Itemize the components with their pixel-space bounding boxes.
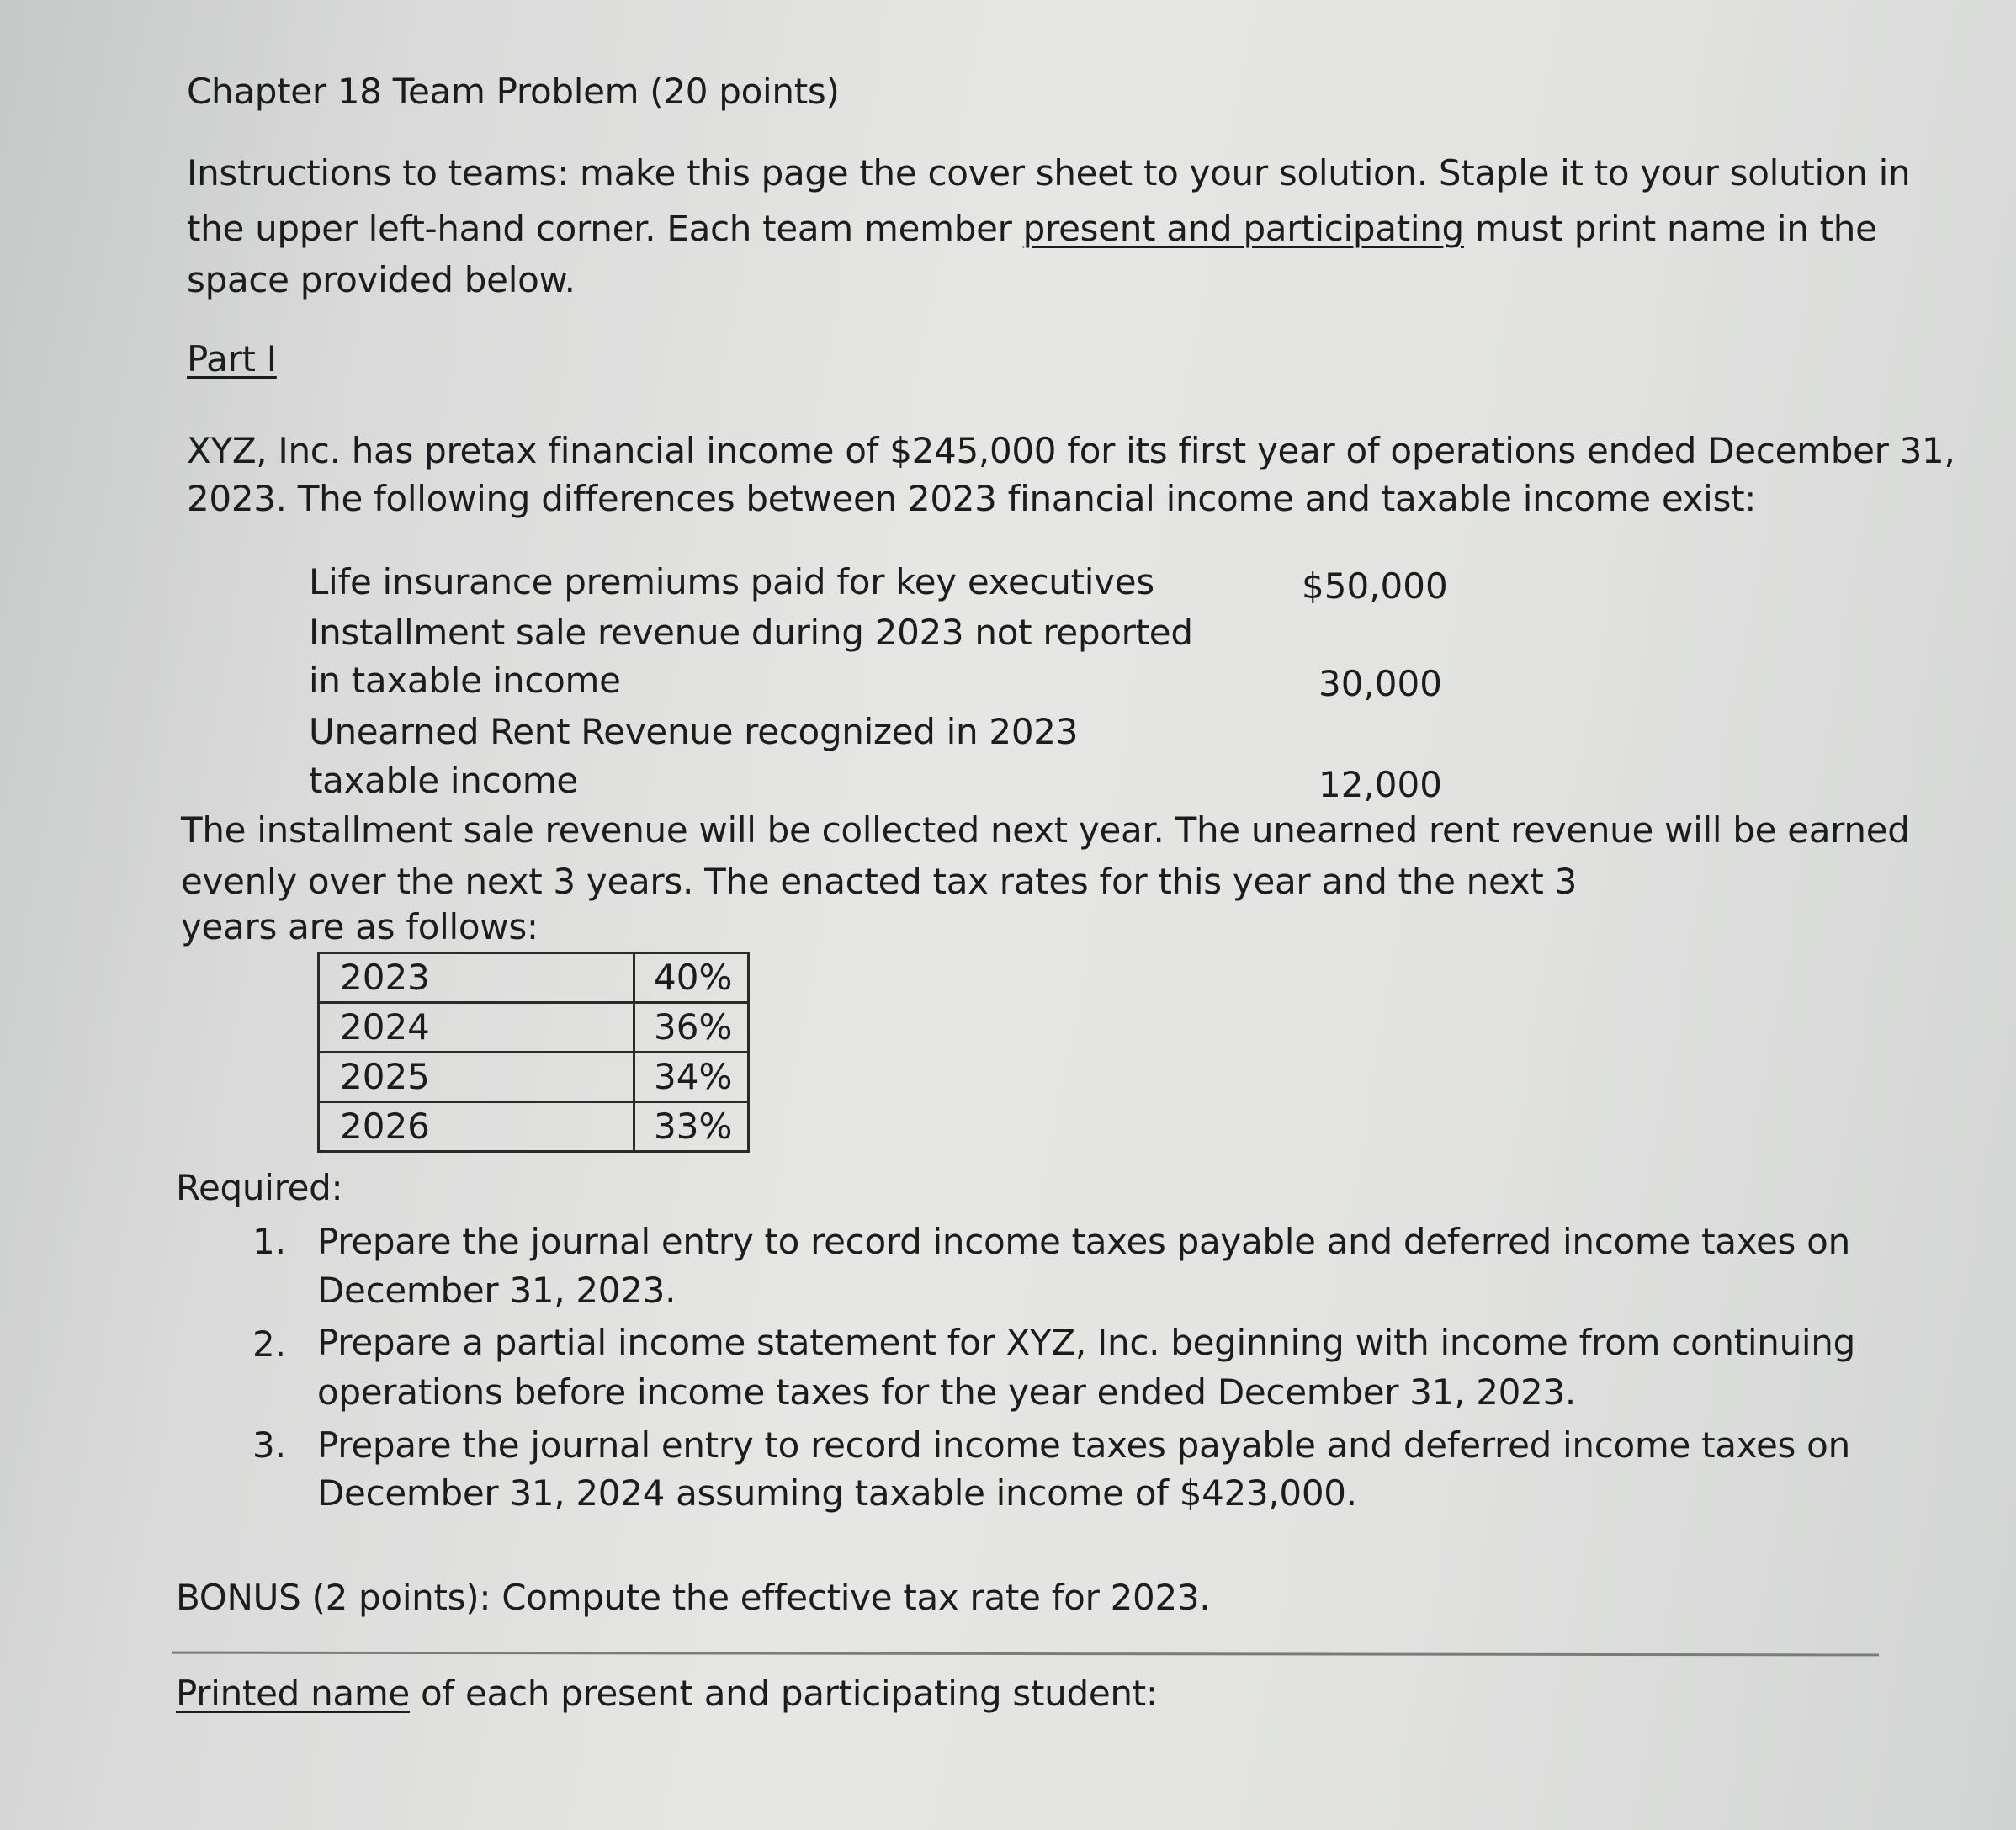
year-cell: 2023 — [319, 953, 634, 1003]
instructions-line-3: space provided below. — [187, 259, 576, 300]
required-item-2-line-2: operations before income taxes for the year ended December 31, 2023. — [317, 1371, 1576, 1413]
year-cell: 2024 — [319, 1003, 634, 1053]
difference-3-amount: 12,000 — [1318, 764, 1442, 805]
explanation-line-1: The installment sale revenue will be collected next year. The unearned rent revenue will be earned — [181, 809, 1910, 851]
instructions-line-2: the upper left-hand corner. Each team member present and participating must print name in the — [187, 208, 1877, 249]
year-cell: 2025 — [319, 1053, 634, 1102]
required-item-1-line-2: December 31, 2023. — [317, 1270, 676, 1311]
required-item-3-number: 3. — [252, 1424, 287, 1466]
intro-line-1: XYZ, Inc. has pretax financial income of $245,000 for its first year of operations ended December 31, — [187, 430, 1955, 471]
instructions-line-1: Instructions to teams: make this page the cover sheet to your solution. Staple it to your solution in — [187, 152, 1911, 194]
page-title: Chapter 18 Team Problem (20 points) — [187, 71, 840, 112]
difference-1-label: Life insurance premiums paid for key executives — [309, 561, 1154, 602]
part-heading: Part I — [187, 338, 277, 379]
required-item-1-number: 1. — [252, 1221, 287, 1262]
explanation-line-2: evenly over the next 3 years. The enacted tax rates for this year and the next 3 — [181, 861, 1577, 902]
difference-2-label-line-1: Installment sale revenue during 2023 not reported — [309, 612, 1193, 653]
printed-name-underlined: Printed name — [176, 1673, 410, 1714]
rate-cell: 36% — [634, 1003, 749, 1053]
difference-3-label-line-2: taxable income — [309, 760, 578, 801]
year-cell: 2026 — [319, 1102, 634, 1152]
present-participating-underlined: present and participating — [1022, 208, 1464, 249]
signature-prompt: Printed name of each present and participating student: — [176, 1673, 1158, 1714]
bonus-question: BONUS (2 points): Compute the effective tax rate for 2023. — [176, 1577, 1211, 1618]
difference-3-label-line-1: Unearned Rent Revenue recognized in 2023 — [309, 711, 1079, 752]
rate-cell: 33% — [634, 1102, 749, 1152]
required-item-3-line-1: Prepare the journal entry to record income taxes payable and deferred income taxes on — [317, 1424, 1850, 1466]
required-item-1-line-1: Prepare the journal entry to record income taxes payable and deferred income taxes on — [317, 1221, 1850, 1262]
explanation-line-3: years are as follows: — [181, 906, 538, 947]
tax-rate-table — [317, 952, 750, 1153]
rate-cell: 40% — [634, 953, 749, 1003]
required-item-2-number: 2. — [252, 1323, 287, 1365]
divider-line — [172, 1652, 1879, 1657]
intro-line-2: 2023. The following differences between 2023 financial income and taxable income exist: — [187, 478, 1757, 519]
required-item-3-line-2: December 31, 2024 assuming taxable income of $423,000. — [317, 1472, 1357, 1514]
table-row — [319, 1003, 749, 1053]
table-row — [319, 1053, 749, 1102]
difference-2-label-line-2: in taxable income — [309, 660, 621, 701]
required-heading: Required: — [176, 1167, 343, 1208]
table-row — [319, 1102, 749, 1152]
required-item-2-line-1: Prepare a partial income statement for XYZ, Inc. beginning with income from continuing — [317, 1322, 1855, 1363]
table-row — [319, 953, 749, 1003]
difference-2-amount: 30,000 — [1318, 663, 1442, 704]
rate-cell: 34% — [634, 1053, 749, 1102]
difference-1-amount: $50,000 — [1302, 565, 1448, 607]
